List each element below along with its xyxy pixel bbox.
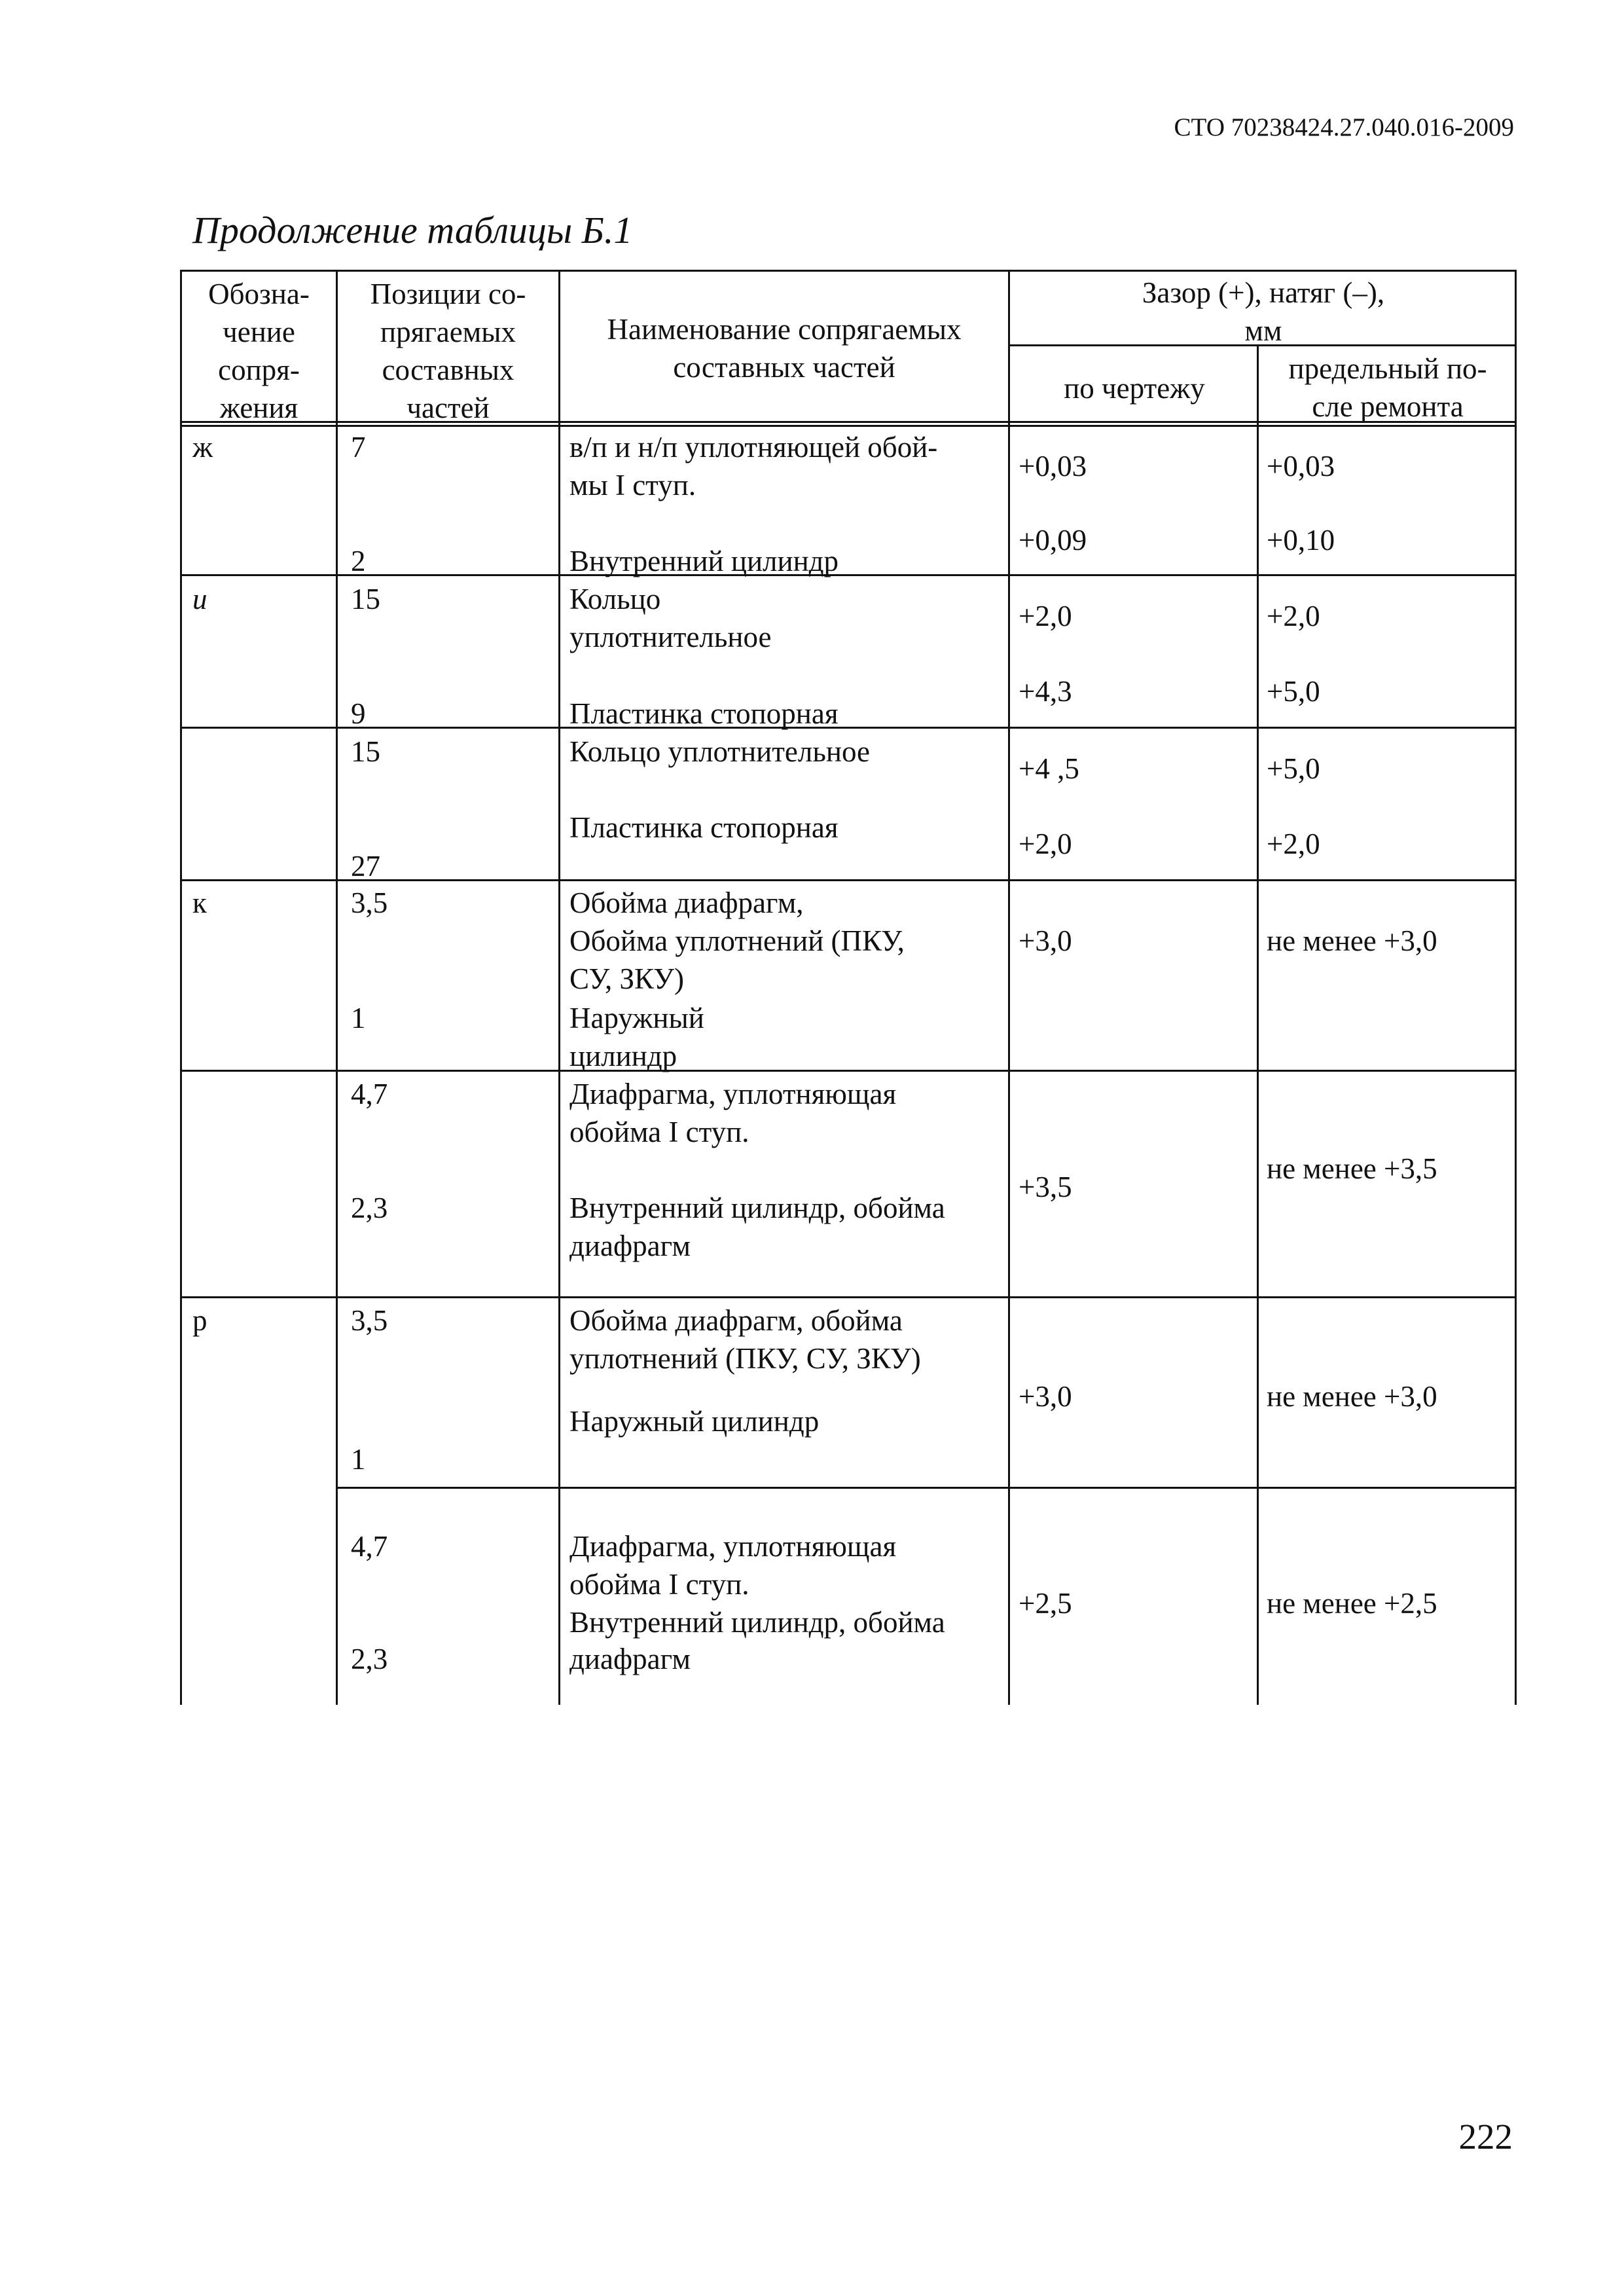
- row-position: 15: [351, 735, 380, 768]
- row-position: 9: [351, 697, 366, 730]
- table-border-left: [180, 270, 182, 1705]
- row-name: Наружный цилиндр: [569, 1002, 704, 1072]
- row-name: в/п и н/п уплотняющей обой- мы I ступ.: [569, 431, 938, 501]
- row-position: 15: [351, 583, 380, 615]
- row-designation: ж: [192, 431, 213, 464]
- row-by-drawing: +2,0: [1019, 828, 1072, 860]
- header-gap: Зазор (+), натяг (–), мм: [1142, 276, 1385, 347]
- column-divider: [1257, 344, 1259, 1705]
- column-divider: [1008, 270, 1010, 1705]
- row-position: 2: [351, 545, 366, 577]
- row-divider: [336, 1070, 1517, 1072]
- row-after-repair: не менее +3,5: [1267, 1152, 1437, 1185]
- row-name: Внутренний цилиндр, обойма диафрагм: [569, 1192, 945, 1262]
- page-number: 222: [1458, 2117, 1513, 2157]
- table-caption: Продолжение таблицы Б.1: [192, 209, 633, 251]
- row-name: Обойма диафрагм, Обойма уплотнений (ПКУ, СУ, ЗКУ): [569, 886, 905, 995]
- row-by-drawing: +4,3: [1019, 675, 1072, 708]
- row-position: 3,5: [351, 886, 388, 919]
- row-by-drawing: +0,09: [1019, 524, 1087, 556]
- header-by-drawing: по чертежу: [1064, 372, 1205, 405]
- header-after-repair: предельный по- сле ремонта: [1288, 352, 1487, 423]
- row-name: Пластинка стопорная: [569, 811, 839, 844]
- row-name: Обойма диафрагм, обойма уплотнений (ПКУ, СУ, ЗКУ): [569, 1304, 921, 1375]
- row-position: 27: [351, 850, 380, 883]
- row-by-drawing: +2,0: [1019, 600, 1072, 632]
- row-by-drawing: +2,5: [1019, 1587, 1072, 1620]
- row-name: Диафрагма, уплотняющая обойма I ступ. Внутренний цилиндр, обойма: [569, 1530, 945, 1639]
- row-divider: [336, 1487, 1517, 1489]
- row-divider: [336, 727, 1517, 729]
- row-by-drawing: +3,0: [1019, 1380, 1072, 1413]
- row-by-drawing: +3,5: [1019, 1171, 1072, 1203]
- row-name: Диафрагма, уплотняющая обойма I ступ.: [569, 1078, 897, 1148]
- row-after-repair: не менее +2,5: [1267, 1587, 1437, 1620]
- row-after-repair: +2,0: [1267, 600, 1320, 632]
- row-after-repair: +0,10: [1267, 524, 1335, 556]
- row-by-drawing: +0,03: [1019, 450, 1087, 483]
- row-after-repair: +0,03: [1267, 450, 1335, 483]
- row-after-repair: не менее +3,0: [1267, 1380, 1437, 1413]
- row-name: диафрагм: [569, 1643, 691, 1675]
- header-designation: Обозна- чение сопря- жения: [208, 278, 310, 424]
- row-position: 1: [351, 1002, 366, 1034]
- header-name: Наименование сопрягаемых составных частей: [607, 313, 962, 384]
- column-divider: [558, 270, 560, 1705]
- row-after-repair: +2,0: [1267, 828, 1320, 860]
- row-name: Пластинка стопорная: [569, 697, 839, 730]
- header-positions: Позиции со- прягаемых составных частей: [370, 278, 526, 424]
- row-name: Кольцо уплотнительное: [569, 583, 772, 653]
- document-code: СТО 70238424.27.040.016-2009: [1174, 113, 1514, 141]
- row-position: 4,7: [351, 1078, 388, 1110]
- row-position: 4,7: [351, 1530, 388, 1563]
- row-after-repair: +5,0: [1267, 752, 1320, 785]
- row-name: Внутренний цилиндр: [569, 545, 839, 577]
- row-position: 1: [351, 1443, 366, 1476]
- row-position: 7: [351, 431, 366, 464]
- row-designation: р: [192, 1304, 208, 1337]
- column-divider: [336, 270, 338, 1705]
- row-after-repair: +5,0: [1267, 675, 1320, 708]
- row-divider: [180, 879, 1517, 881]
- row-divider: [180, 1296, 1517, 1298]
- row-by-drawing: +4 ,5: [1019, 752, 1079, 785]
- row-position: 3,5: [351, 1304, 388, 1337]
- row-designation: к: [192, 886, 207, 919]
- row-position: 2,3: [351, 1643, 388, 1675]
- row-by-drawing: +3,0: [1019, 924, 1072, 957]
- row-position: 2,3: [351, 1192, 388, 1224]
- row-name: Наружный цилиндр: [569, 1405, 820, 1438]
- row-name: Кольцо уплотнительное: [569, 735, 870, 768]
- table-border-right: [1515, 270, 1517, 1705]
- row-after-repair: не менее +3,0: [1267, 924, 1437, 957]
- row-designation: и: [192, 583, 208, 615]
- row-divider: [180, 574, 1517, 576]
- table-border-top: [180, 270, 1517, 272]
